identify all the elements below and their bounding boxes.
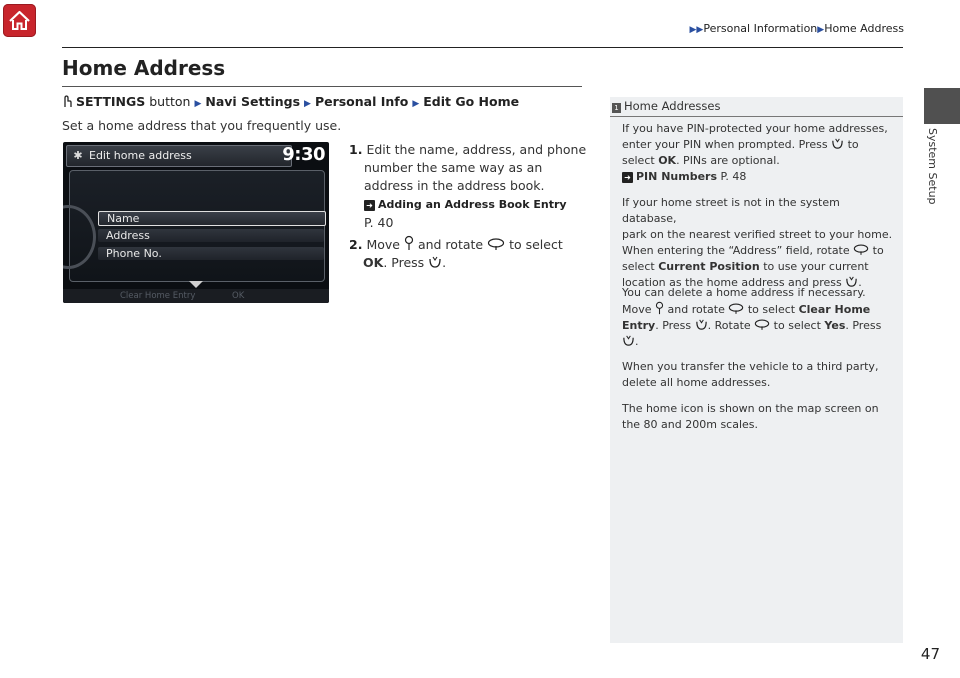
ok-label: OK [363, 255, 384, 270]
reference-link[interactable]: Adding an Address Book Entry [378, 198, 567, 211]
screen-title: Edit home address [89, 149, 192, 162]
note-paragraph: If you have PIN-protected your home addresses, enter your PIN when prompted. Press to select OK. PINs are optional. ➜ PIN Numbers P. 48 [622, 122, 888, 183]
reference-arrow-icon: ➜ [364, 200, 375, 211]
page-number: 47 [920, 645, 940, 663]
nav-settings: SETTINGS [75, 94, 146, 109]
move-joystick-icon [404, 235, 414, 251]
clear-home-entry-button[interactable]: Clear Home Entry [120, 291, 196, 301]
nav-arrow-icon: ▶ [194, 99, 202, 109]
ok-button[interactable]: OK [232, 291, 245, 301]
screen-bottom-bar [63, 289, 329, 303]
note-paragraph: The home icon is shown on the map screen on the 80 and 200m scales. [622, 402, 879, 431]
title-divider [62, 86, 582, 87]
rotate-knob-icon [487, 237, 505, 251]
knob-arc [63, 205, 96, 269]
note-title: 1 Home Addresses [612, 99, 720, 113]
scroll-down-icon[interactable] [189, 281, 203, 288]
nav-arrow-icon: ▶ [412, 99, 420, 109]
rotate-knob-icon [728, 302, 744, 315]
reference-link[interactable]: PIN Numbers [636, 170, 717, 183]
screen-panel [69, 170, 325, 282]
note-paragraph: If your home street is not in the system database, park on the nearest verified street to your home. When entering the “Address” field, rotate to select Current Position to use your current location as the home address and press . [622, 196, 893, 289]
nav-step: Navi Settings [205, 94, 301, 109]
reference-arrow-icon: ➜ [622, 172, 633, 183]
nav-path [62, 94, 519, 109]
gear-icon: ✱ [73, 149, 83, 162]
intro-text: Set a home address that you frequently use. [62, 118, 342, 133]
reference-page: P. 40 [364, 215, 394, 230]
header-divider [62, 47, 903, 48]
press-button-icon [831, 137, 844, 150]
note-divider [610, 116, 903, 117]
press-button-icon [695, 318, 708, 331]
screen-clock: 9:30 [282, 144, 325, 165]
nav-screen-image [63, 142, 329, 303]
screen-row-address[interactable]: Address [98, 229, 324, 242]
rotate-knob-icon [853, 243, 869, 256]
breadcrumb-item[interactable]: Home Address [824, 22, 904, 35]
menu-hand-icon [62, 94, 72, 108]
press-button-icon [428, 255, 442, 269]
step-1: 1. Edit the name, address, and phone number the same way as an address in the address book. ➜ Adding an Address Book Entry P. 40 [349, 141, 589, 232]
breadcrumb: ▶▶Personal Information▶Home Address [689, 22, 904, 35]
section-tab[interactable] [924, 88, 960, 124]
nav-step: Edit Go Home [423, 94, 520, 109]
page-title: Home Address [62, 56, 226, 80]
press-button-icon [622, 334, 635, 347]
note-paragraph: When you transfer the vehicle to a third party, delete all home addresses. [622, 360, 879, 389]
note-number-icon: 1 [612, 103, 621, 113]
screen-row-name[interactable]: Name [98, 211, 326, 226]
screen-row-phone[interactable]: Phone No. [98, 247, 324, 260]
step-2: 2. Move and rotate to select OK. Press . [349, 237, 563, 270]
nav-arrow-icon: ▶ [304, 99, 311, 109]
nav-step: Personal Info [314, 94, 409, 109]
move-joystick-icon [655, 301, 664, 315]
home-icon[interactable] [3, 4, 36, 37]
screen-title-bar [66, 145, 292, 167]
nav-button-word: button [149, 94, 191, 109]
rotate-knob-icon [754, 318, 770, 331]
breadcrumb-item[interactable]: Personal Information [703, 22, 818, 35]
section-label: System Setup [926, 128, 939, 205]
note-paragraph: You can delete a home address if necessary. Move and rotate to select Clear Home Entry. Press . Rotate to select Yes. Press . [622, 286, 882, 348]
notes-panel [610, 97, 903, 643]
